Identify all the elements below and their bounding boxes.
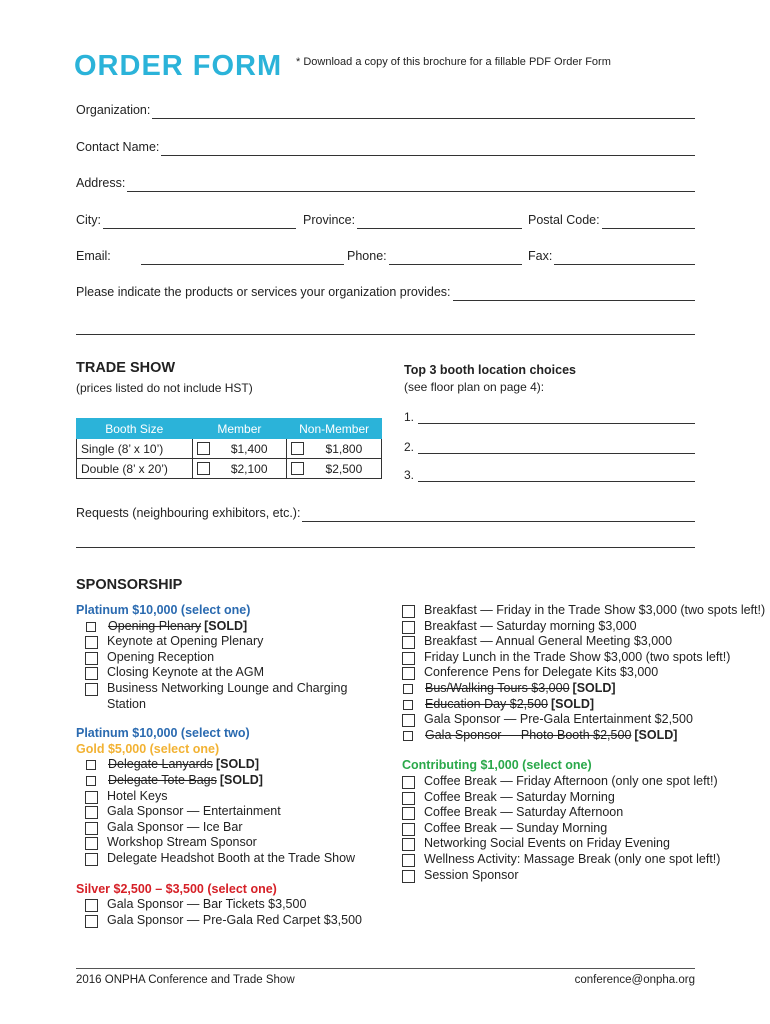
gold-heading: Gold $5,000 (select one) (76, 741, 220, 756)
postal-code-label: Postal Code: (528, 213, 600, 227)
address-label: Address: (76, 176, 126, 190)
checkbox[interactable] (402, 854, 415, 867)
item-text: Networking Social Events on Friday Evening (424, 836, 670, 851)
item-text: Gala Sponsor — Pre-Gala Entertainment $2,500 (424, 712, 693, 727)
list-item[interactable] (402, 805, 766, 821)
checkbox[interactable] (85, 636, 98, 649)
item-text: Delegate Tote Bags (108, 772, 217, 787)
footer-divider (76, 968, 695, 969)
item-text: Delegate Headshot Booth at the Trade Show (107, 850, 356, 865)
col-booth-size: Booth Size (77, 419, 193, 439)
phone-input-line[interactable] (389, 249, 522, 265)
list-item[interactable] (402, 728, 766, 744)
list-item[interactable] (85, 820, 376, 836)
list-item[interactable] (85, 804, 376, 820)
requests-input-line[interactable] (302, 506, 695, 522)
organization-label: Organization: (76, 103, 151, 117)
organization-row (76, 99, 695, 119)
organization-input-line[interactable] (152, 103, 695, 119)
requests-label: Requests (neighbouring exhibitors, etc.): (76, 506, 301, 520)
footer-event-name: 2016 ONPHA Conference and Trade Show (76, 974, 295, 986)
list-item[interactable] (402, 821, 766, 837)
item-text: Breakfast — Annual General Meeting $3,000 (424, 634, 673, 649)
table-row (77, 459, 382, 479)
sponsorship-title: SPONSORSHIP (76, 577, 183, 593)
checkbox[interactable] (85, 915, 98, 928)
organization-field[interactable] (76, 99, 695, 119)
checkbox[interactable] (85, 837, 98, 850)
checkbox[interactable] (402, 823, 415, 836)
booth-location-title: Top 3 booth location choices (404, 363, 576, 377)
list-item[interactable] (85, 897, 376, 913)
list-item[interactable] (402, 697, 766, 713)
download-note: * Download a copy of this brochure for a fillable PDF Order Form (296, 56, 611, 68)
member-price: $1,400 (230, 441, 268, 456)
checkbox[interactable] (86, 622, 96, 632)
booth-price-table (76, 418, 382, 479)
fax-label: Fax: (528, 249, 553, 263)
item-text: Opening Reception (107, 649, 215, 664)
email-label: Email: (76, 249, 111, 263)
city-field[interactable] (76, 209, 296, 229)
sponsorship-left-column (76, 603, 376, 928)
table-row (77, 439, 382, 459)
list-item[interactable] (85, 913, 376, 929)
email-field[interactable] (76, 245, 344, 265)
platinum-one-heading: Platinum $10,000 (select one) (76, 603, 251, 617)
choice-number: 1. (404, 410, 415, 424)
phone-field[interactable] (347, 245, 522, 265)
checkbox[interactable] (85, 822, 98, 835)
member-price-cell[interactable] (192, 439, 287, 459)
page-title: ORDER FORM (74, 50, 283, 82)
postal-code-input-line[interactable] (602, 213, 695, 229)
products-input-line[interactable] (453, 285, 695, 301)
checkbox[interactable] (85, 791, 98, 804)
list-item[interactable] (85, 773, 376, 789)
item-text: Gala Sponsor — Photo Booth $2,500 (425, 727, 632, 742)
sold-badge: [SOLD] (551, 696, 595, 711)
list-item[interactable] (85, 681, 376, 712)
checkbox[interactable] (403, 731, 413, 741)
checkbox[interactable] (402, 652, 415, 665)
checkbox[interactable] (402, 636, 415, 649)
item-text: Coffee Break — Friday Afternoon (only one spot left!) (424, 773, 718, 788)
item-text: Bus/Walking Tours $3,000 (425, 680, 570, 695)
list-item[interactable] (402, 790, 766, 806)
booth-table-header (77, 419, 382, 439)
item-text: Coffee Break — Saturday Morning (424, 789, 615, 804)
non-member-price: $2,500 (325, 461, 363, 476)
requests-extra-line[interactable] (76, 547, 695, 548)
choice-input-line[interactable] (418, 438, 695, 454)
list-item[interactable] (85, 835, 376, 851)
address-row (76, 172, 695, 192)
item-text: Coffee Break — Sunday Morning (424, 820, 608, 835)
item-text: Gala Sponsor — Bar Tickets $3,500 (107, 897, 307, 912)
contributing-heading: Contributing $1,000 (select one) (402, 758, 592, 773)
checkbox[interactable] (85, 853, 98, 866)
item-text: Gala Sponsor — Entertainment (107, 804, 281, 819)
trade-show-title: TRADE SHOW (76, 360, 176, 376)
sold-badge: [SOLD] (634, 727, 678, 742)
list-item[interactable] (402, 868, 766, 884)
silver-heading: Silver $2,500 – $3,500 (select one) (76, 881, 277, 896)
products-field[interactable] (76, 281, 695, 301)
item-text: Keynote at Opening Plenary (107, 634, 264, 649)
contact-name-row (76, 136, 695, 156)
province-input-line[interactable] (357, 213, 522, 229)
col-member: Member (192, 419, 287, 439)
choice-number: 2. (404, 440, 415, 454)
item-text: Delegate Lanyards (108, 757, 213, 772)
products-label: Please indicate the products or services your organization provides: (76, 285, 451, 299)
booth-size-cell: Single (8’ x 10’) (77, 439, 193, 459)
non-member-price-cell[interactable] (287, 439, 382, 459)
choice-input-line[interactable] (418, 408, 695, 424)
choice-number: 3. (404, 468, 415, 482)
checkbox[interactable] (402, 714, 415, 727)
address-field[interactable] (76, 172, 695, 192)
non-member-price-cell[interactable] (287, 459, 382, 479)
item-text: Closing Keynote at the AGM (107, 665, 265, 680)
checkbox[interactable] (291, 442, 304, 455)
sold-badge: [SOLD] (219, 772, 263, 787)
choice-input-line[interactable] (418, 466, 695, 482)
checkbox[interactable] (402, 667, 415, 680)
list-item[interactable] (402, 603, 766, 619)
list-item[interactable] (85, 757, 376, 773)
address-input-line[interactable] (127, 176, 695, 192)
list-item[interactable] (402, 836, 766, 852)
checkbox[interactable] (197, 442, 210, 455)
checkbox[interactable] (197, 462, 210, 475)
non-member-price: $1,800 (325, 441, 363, 456)
item-text: Workshop Stream Sponsor (107, 835, 257, 850)
item-text: Business Networking Lounge and Charging Station (107, 680, 348, 711)
item-text: Conference Pens for Delegate Kits $3,000 (424, 665, 659, 680)
checkbox[interactable] (402, 792, 415, 805)
item-text: Gala Sponsor — Ice Bar (107, 819, 243, 834)
checkbox[interactable] (402, 870, 415, 883)
requests-row (76, 502, 695, 522)
sold-badge: [SOLD] (215, 757, 259, 772)
requests-field[interactable] (76, 502, 695, 522)
fax-input-line[interactable] (554, 249, 695, 265)
list-item[interactable] (85, 665, 376, 681)
booth-choice-3[interactable] (404, 462, 695, 482)
item-text: Friday Lunch in the Trade Show $3,000 (two spots left!) (424, 649, 731, 664)
fax-field[interactable] (528, 245, 695, 265)
checkbox[interactable] (86, 776, 96, 786)
list-item[interactable] (85, 851, 376, 867)
item-text: Breakfast — Saturday morning $3,000 (424, 618, 637, 633)
list-item[interactable] (402, 681, 766, 697)
trade-show-note: (prices listed do not include HST) (76, 381, 253, 395)
item-text: Coffee Break — Saturday Afternoon (424, 805, 624, 820)
item-text: Session Sponsor (424, 867, 519, 882)
checkbox[interactable] (402, 807, 415, 820)
list-item[interactable] (85, 789, 376, 805)
list-item[interactable] (402, 665, 766, 681)
phone-label: Phone: (347, 249, 387, 263)
checkbox[interactable] (85, 667, 98, 680)
city-row (76, 209, 695, 229)
checkbox[interactable] (85, 683, 98, 696)
checkbox[interactable] (402, 605, 415, 618)
list-item[interactable] (402, 774, 766, 790)
city-input-line[interactable] (103, 213, 296, 229)
footer-email: conference@onpha.org (574, 974, 695, 986)
booth-location-note: (see floor plan on page 4): (404, 380, 545, 394)
list-item[interactable] (402, 619, 766, 635)
checkbox[interactable] (402, 838, 415, 851)
checkbox[interactable] (291, 462, 304, 475)
booth-size-cell: Double (8’ x 20’) (77, 459, 193, 479)
member-price-cell[interactable] (192, 459, 287, 479)
list-item[interactable] (402, 852, 766, 868)
booth-choice-2[interactable] (404, 434, 695, 454)
item-text: Wellness Activity: Massage Break (only one spot left!) (424, 851, 721, 866)
checkbox[interactable] (85, 652, 98, 665)
contact-name-label: Contact Name: (76, 140, 160, 154)
province-field[interactable] (303, 209, 522, 229)
contact-name-field[interactable] (76, 136, 695, 156)
list-item[interactable] (85, 634, 376, 650)
platinum-two-heading: Platinum $10,000 (select two) (76, 726, 250, 741)
list-item[interactable] (85, 619, 376, 635)
checkbox[interactable] (403, 684, 413, 694)
col-non-member: Non-Member (287, 419, 382, 439)
checkbox[interactable] (402, 776, 415, 789)
sponsorship-right-column (402, 603, 766, 883)
list-item[interactable] (402, 634, 766, 650)
checkbox[interactable] (85, 899, 98, 912)
item-text: Opening Plenary (108, 618, 202, 633)
item-text: Gala Sponsor — Pre-Gala Red Carpet $3,500 (107, 912, 362, 927)
email-input-line[interactable] (141, 249, 344, 265)
checkbox[interactable] (85, 806, 98, 819)
sold-badge: [SOLD] (204, 618, 248, 633)
item-text: Hotel Keys (107, 788, 168, 803)
contact-name-input-line[interactable] (161, 140, 695, 156)
checkbox[interactable] (86, 760, 96, 770)
products-extra-line[interactable] (76, 334, 695, 335)
list-item[interactable] (402, 650, 766, 666)
email-row (76, 245, 695, 265)
booth-choice-1[interactable] (404, 404, 695, 424)
checkbox[interactable] (402, 621, 415, 634)
sold-badge: [SOLD] (572, 680, 616, 695)
item-text: Breakfast — Friday in the Trade Show $3,000 (two spots left!) (424, 603, 766, 617)
postal-code-field[interactable] (528, 209, 695, 229)
province-label: Province: (303, 213, 356, 227)
item-text: Education Day $2,500 (425, 696, 549, 711)
list-item[interactable] (402, 712, 766, 728)
checkbox[interactable] (403, 700, 413, 710)
member-price: $2,100 (230, 461, 268, 476)
city-label: City: (76, 213, 101, 227)
list-item[interactable] (85, 650, 376, 666)
products-row (76, 281, 695, 301)
